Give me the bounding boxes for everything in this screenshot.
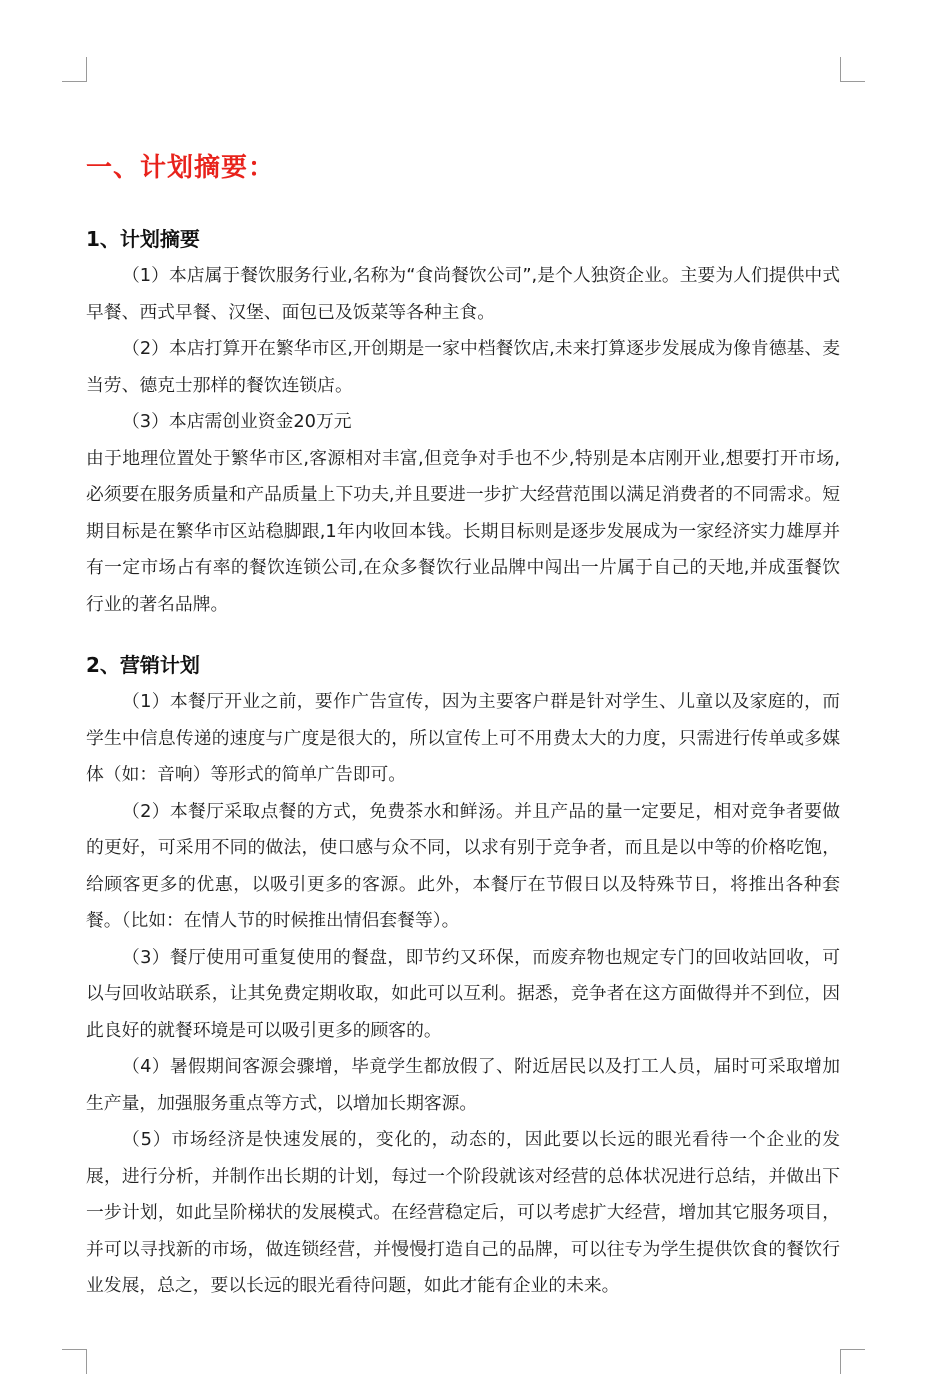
paragraph: （2）本店打算开在繁华市区,开创期是一家中档餐饮店,未来打算逐步发展成为像肯德基、麦当劳、德克士那样的餐饮连锁店。 — [86, 338, 840, 396]
section-title-plan-summary: 1、计划摘要 — [86, 227, 200, 251]
main-heading: 一、计划摘要： — [86, 153, 276, 183]
section-title-marketing-plan: 2、营销计划 — [86, 653, 200, 677]
paragraph: （4）暑假期间客源会骤增，毕竟学生都放假了、附近居民以及打工人员，届时可采取增加生产量，加强服务重点等方式，以增加长期客源。 — [86, 1056, 840, 1114]
paragraph: （3）餐厅使用可重复使用的餐盘，即节约又环保，而废弃物也规定专门的回收站回收，可以与回收站联系，让其免费定期收取，如此可以互利。据悉，竞争者在这方面做得并不到位，因此良好的就餐环境是可以吸引更多的顾客的。 — [86, 946, 840, 1041]
paragraph: （3）本店需创业资金20万元 — [122, 411, 352, 432]
page-corner-mark-top-left — [62, 57, 87, 82]
page-corner-mark-bottom-left — [62, 1349, 87, 1374]
paragraph: （5）市场经济是快速发展的，变化的，动态的，因此要以长远的眼光看待一个企业的发展，进行分析，并制作出长期的计划，每过一个阶段就该对经营的总体状况进行总结，并做出下一步计划，如此呈阶梯状的发展模式。在经营稳定后，可以考虑扩大经营，增加其它服务项目，并可以寻找新的市场，做连锁经营，并慢慢打造自己的品牌，可以往专为学生提供饮食的餐饮行业发展，总之，要以长远的眼光看待问题，如此才能有企业的未来。 — [86, 1129, 840, 1296]
paragraph: （2）本餐厅采取点餐的方式，免费茶水和鲜汤。并且产品的量一定要足，相对竞争者要做的更好，可采用不同的做法，使口感与众不同，以求有别于竞争者，而且是以中等的价格吃饱，给顾客更多的优惠，以吸引更多的客源。此外，本餐厅在节假日以及特殊节日，将推出各种套餐。（比如：在情人节的时候推出情侣套餐等）。 — [86, 800, 840, 931]
page-corner-mark-bottom-right — [840, 1349, 865, 1374]
document-body — [86, 148, 840, 1305]
page-corner-mark-top-right — [840, 57, 865, 82]
paragraph: 由于地理位置处于繁华市区,客源相对丰富,但竞争对手也不少,特别是本店刚开业,想要打开市场,必须要在服务质量和产品质量上下功夫,并且要进一步扩大经营范围以满足消费者的不同需求。短期目标是在繁华市区站稳脚跟,1年内收回本钱。长期目标则是逐步发展成为一家经济实力雄厚并有一定市场占有率的餐饮连锁公司,在众多餐饮行业品牌中闯出一片属于自己的天地,并成蛋餐饮行业的著名品牌。 — [86, 447, 840, 615]
paragraph: （1）本餐厅开业之前，要作广告宣传，因为主要客户群是针对学生、儿童以及家庭的，而学生中信息传递的速度与广度是很大的，所以宣传上可不用费太大的力度，只需进行传单或多媒体（如：音响）等形式的简单广告即可。 — [86, 691, 840, 785]
paragraph: （1）本店属于餐饮服务行业,名称为“食尚餐饮公司”,是个人独资企业。主要为人们提供中式早餐、西式早餐、汉堡、面包已及饭菜等各种主食。 — [86, 265, 840, 323]
